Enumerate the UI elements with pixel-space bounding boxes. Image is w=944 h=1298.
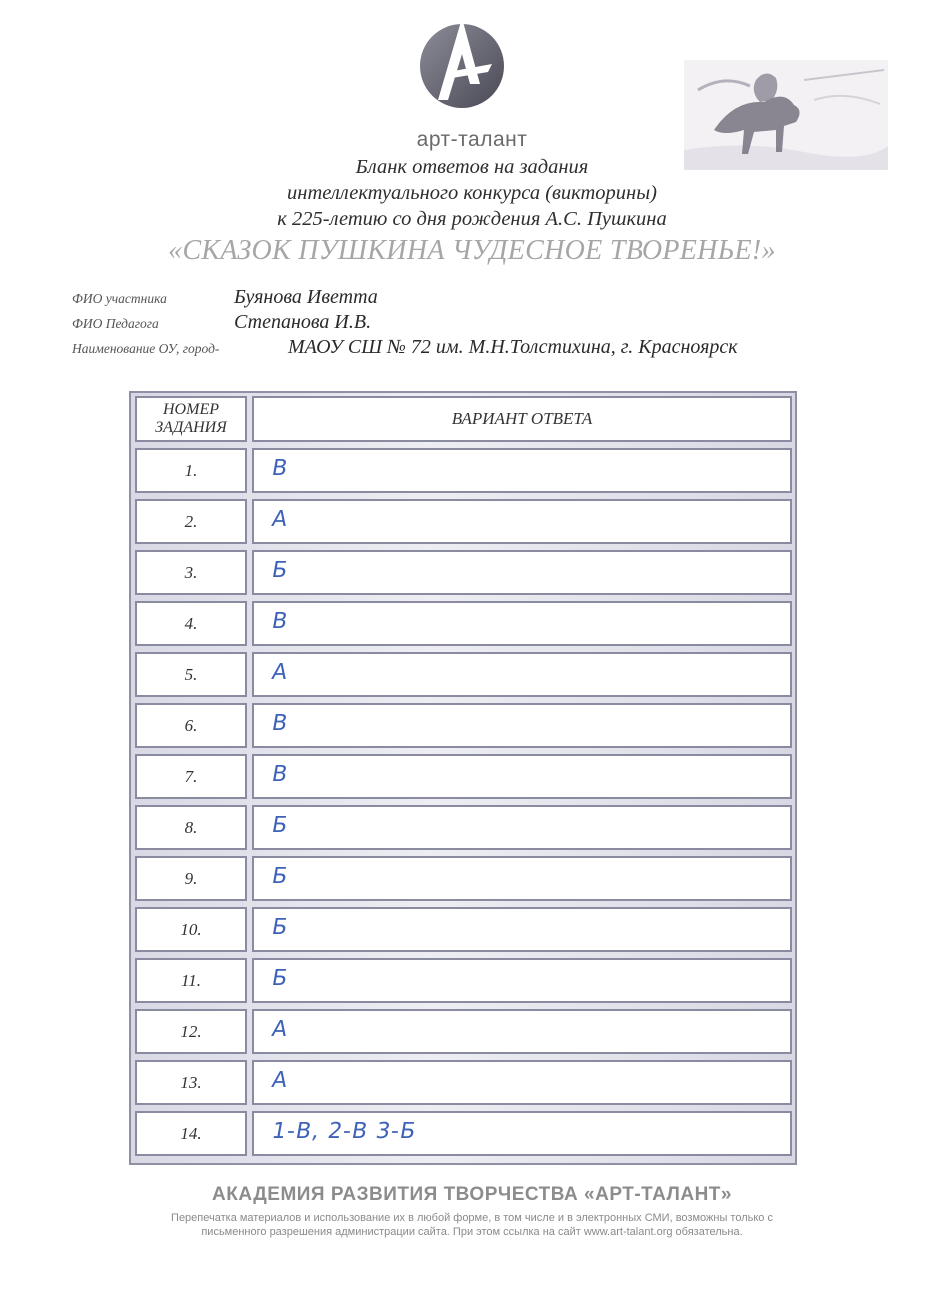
disclaimer-line-1: Перепечатка материалов и использование их в любой форме, в том числе и в электронных СМИ, возможны только с: [171, 1212, 773, 1224]
handwritten-answer: Б: [269, 813, 291, 838]
table-row: [135, 1009, 795, 1054]
answer-rows: [135, 448, 795, 1162]
header-answer-variant: ВАРИАНТ ОТВЕТА: [252, 396, 792, 442]
school-label: Наименование ОУ, город-: [72, 341, 220, 356]
participant-name-label: ФИО участника: [72, 291, 167, 306]
answer-cell: [252, 1009, 792, 1054]
task-number-cell: 2.: [135, 499, 247, 544]
task-number-cell: 7.: [135, 754, 247, 799]
task-number-cell: 9.: [135, 856, 247, 901]
answer-cell: [252, 958, 792, 1003]
table-row: [135, 907, 795, 952]
answer-cell: [252, 550, 792, 595]
handwritten-answer: Б: [269, 558, 291, 583]
table-row: [135, 499, 795, 544]
handwritten-answer: В: [269, 609, 291, 634]
task-number-cell: 11.: [135, 958, 247, 1003]
answer-cell: [252, 703, 792, 748]
answer-cell: [252, 1060, 792, 1105]
handwritten-answer: Б: [269, 915, 291, 940]
task-number-cell: 1.: [135, 448, 247, 493]
task-number-cell: 8.: [135, 805, 247, 850]
copyright-disclaimer: [0, 1211, 944, 1239]
task-number-cell: 6.: [135, 703, 247, 748]
answer-cell: [252, 448, 792, 493]
table-row: [135, 550, 795, 595]
answer-cell: [252, 754, 792, 799]
answer-cell: [252, 805, 792, 850]
table-row: [135, 703, 795, 748]
table-row: [135, 1060, 795, 1105]
handwritten-answer: Б: [269, 864, 291, 889]
handwritten-answer: Б: [269, 966, 291, 991]
title-line-1: Бланк ответов на задания: [355, 156, 589, 178]
table-row: [135, 448, 795, 493]
form-title: [0, 154, 944, 268]
brand-name: арт-талант: [416, 128, 528, 151]
handwritten-answer: А: [269, 507, 291, 532]
academy-name: АКАДЕМИЯ РАЗВИТИЯ ТВОРЧЕСТВА «АРТ-ТАЛАНТ»: [212, 1184, 732, 1205]
handwritten-answer: В: [269, 456, 291, 481]
task-number-cell: 13.: [135, 1060, 247, 1105]
title-line-2: интеллектуального конкурса (викторины): [287, 182, 657, 204]
table-row: [135, 958, 795, 1003]
task-number-cell: 12.: [135, 1009, 247, 1054]
handwritten-answer: В: [269, 711, 291, 736]
table-row: [135, 601, 795, 646]
table-row: [135, 652, 795, 697]
task-number-cell: 3.: [135, 550, 247, 595]
school-value: МАОУ СШ № 72 им. М.Н.Толстихина, г. Красноярск: [288, 336, 738, 358]
art-talant-logo-icon: [418, 14, 506, 114]
handwritten-answer: А: [269, 1068, 291, 1093]
handwritten-answer: А: [269, 1017, 291, 1042]
quiz-name: «СКАЗОК ПУШКИНА ЧУДЕСНОЕ ТВОРЕНЬЕ!»: [168, 235, 776, 266]
handwritten-answer: 1-В, 2-В 3-Б: [269, 1119, 419, 1144]
teacher-label: ФИО Педагога: [72, 316, 159, 331]
table-row: [135, 805, 795, 850]
table-row: [135, 856, 795, 901]
teacher-value: Степанова И.В.: [234, 311, 372, 333]
handwritten-answer: В: [269, 762, 291, 787]
answer-cell: [252, 499, 792, 544]
disclaimer-line-2: письменного разрешения администрации сайта. При этом ссылка на сайт www.art-talant.org обязательна.: [201, 1226, 743, 1238]
task-number-cell: 4.: [135, 601, 247, 646]
table-row: [135, 1111, 795, 1156]
answer-cell: [252, 856, 792, 901]
task-number-cell: 10.: [135, 907, 247, 952]
answer-cell: [252, 1111, 792, 1156]
answer-cell: [252, 652, 792, 697]
table-row: [135, 754, 795, 799]
answer-cell: [252, 601, 792, 646]
answer-cell: [252, 907, 792, 952]
task-number-cell: 14.: [135, 1111, 247, 1156]
header-task-number: НОМЕР ЗАДАНИЯ: [135, 396, 247, 442]
title-line-3: к 225-летию со дня рождения А.С. Пушкина: [277, 208, 667, 230]
task-number-cell: 5.: [135, 652, 247, 697]
participant-name-value: Буянова Иветта: [234, 286, 378, 308]
handwritten-answer: А: [269, 660, 291, 685]
